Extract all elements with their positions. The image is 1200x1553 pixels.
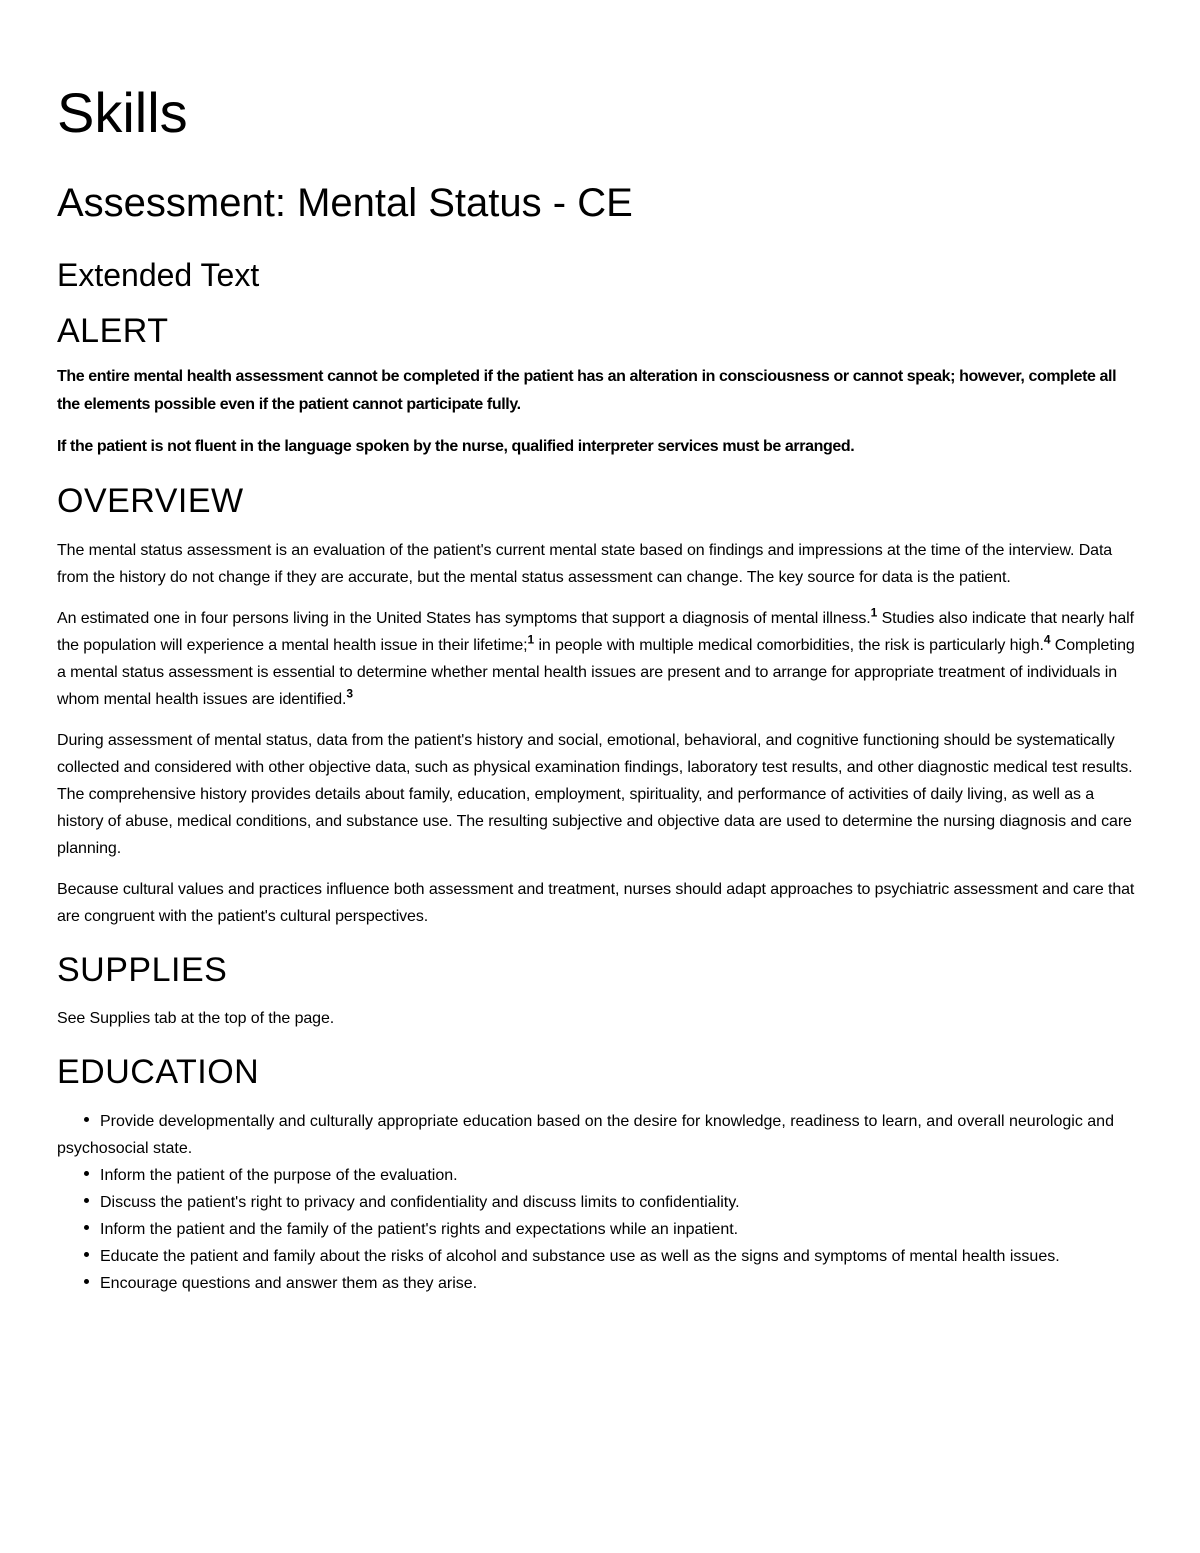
overview-heading: OVERVIEW [57,482,244,521]
reference-link[interactable]: 4 [1043,632,1051,647]
list-item [57,1216,1138,1243]
extended-text-heading: Extended Text [57,256,260,293]
overview-paragraph: During assessment of mental status, data from the patient's history and social, emotional, behavioral, and cognitive functioning should be systematically collected and considered with other objective data, such as physical examination findings, laboratory test results, and other diagnostic medical test results. The comprehensive history provides details about family, education, employment, spirituality, and performance of activities of daily living, as well as a history of abuse, medical conditions, and substance use. The resulting subjective and objective data are used to determine the nursing diagnosis and care planning. [57,731,1133,857]
alert-heading: ALERT [57,311,169,350]
list-item [57,1270,1138,1297]
overview-paragraph: Because cultural values and practices influence both assessment and treatment, nurses should adapt approaches to psychiatric assessment and care that are congruent with the patient's cultural perspectives. [57,880,1135,925]
education-section [57,1054,1138,1296]
list-item-text: Provide developmentally and culturally appropriate education based on the desire for knowledge, readiness to learn, and overall neurologic and psychosocial state. [57,1112,1114,1157]
list-item [57,1189,1138,1216]
reference-link[interactable]: 3 [346,686,353,701]
supplies-section [57,952,1138,1032]
sentence: in people with multiple medical comorbidities, the risk is particularly high. [534,636,1044,654]
supplies-heading: SUPPLIES [57,950,228,989]
list-item-text: Encourage questions and answer them as they arise. [100,1274,478,1292]
list-item-text: Inform the patient and the family of the patient's rights and expectations while an inpatient. [100,1220,739,1238]
sentence: Completing a mental status assessment is essential to determine whether mental health issues are present and to arrange for appropriate treatment of individuals in whom mental health issues are identified. [57,636,1135,708]
alert-section [57,313,1138,461]
assessment-title: Assessment: Mental Status - CE [57,180,633,225]
alert-paragraph: If the patient is not fluent in the language spoken by the nurse, qualified interpreter services must be arranged. [57,438,855,456]
list-item [57,1108,1138,1162]
list-item [57,1162,1138,1189]
sentence: Studies also indicate that nearly half the population will experience a mental health issue in their lifetime; [57,609,1134,654]
overview-section [57,483,1138,929]
education-heading: EDUCATION [57,1053,260,1092]
alert-paragraph: The entire mental health assessment cannot be completed if the patient has an alteration in consciousness or cannot speak; however, complete all the elements possible even if the patient cannot participate fully. [57,368,1117,414]
page-title: Skills [57,81,188,144]
education-list [57,1108,1138,1297]
overview-paragraph: The mental status assessment is an evaluation of the patient's current mental state based on findings and impressions at the time of the interview. Data from the history do not change if they are accurate, but the mental status assessment can change. The key source for data is the patient. [57,541,1113,586]
supplies-text: See Supplies tab at the top of the page. [57,1010,335,1028]
list-item-text: Discuss the patient's right to privacy and confidentiality and discuss limits to confidentiality. [100,1193,740,1211]
overview-paragraph [57,605,1138,713]
list-item-text: Inform the patient of the purpose of the evaluation. [100,1166,458,1184]
reference-link[interactable]: 1 [527,632,535,647]
reference-link[interactable]: 1 [870,605,878,620]
list-item [57,1243,1138,1270]
sentence: An estimated one in four persons living in the United States has symptoms that support a diagnosis of mental illness. [57,609,871,627]
list-item-text: Educate the patient and family about the risks of alcohol and substance use as well as the signs and symptoms of mental health issues. [100,1247,1060,1265]
